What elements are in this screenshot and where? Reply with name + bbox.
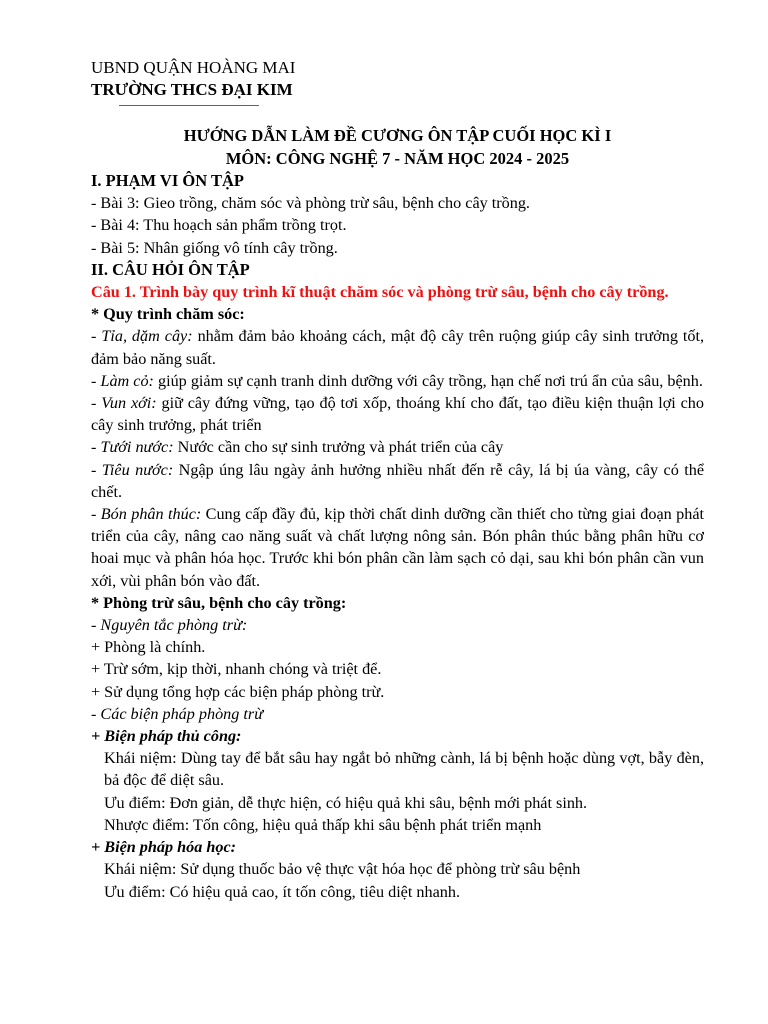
document-title: HƯỚNG DẪN LÀM ĐỀ CƯƠNG ÔN TẬP CUỐI HỌC KÌ I — [183, 126, 612, 145]
care-text: Cung cấp đầy đủ, kịp thời chất dinh dưỡng cần thiết cho từng giai đoạn phát triển của cây, nâng cao năng suất và chất lượng nông sản. Bón phân thúc bằng phân hữu cơ hoai mục và phân hóa học. Trước khi bón phân cần làm sạch cỏ dại, sau khi bón phân cần vun xới, vùi phân bón vào đất. — [91, 505, 705, 590]
principle-item: + Sử dụng tổng hợp các biện pháp phòng trừ. — [91, 682, 385, 701]
care-item: - Tiêu nước: Ngập úng lâu ngày ảnh hưởng nhiều nhất đến rễ cây, lá bị úa vàng, cây có thể chết. — [91, 460, 704, 501]
school-header: TRƯỜNG THCS ĐẠI KIM — [91, 80, 293, 99]
care-text: nhằm đảm bảo khoảng cách, mật độ cây trên ruộng giúp cây sinh trưởng tốt, đảm bảo năng suất. — [91, 327, 705, 368]
manual-concept: Khái niệm: Dùng tay để bắt sâu hay ngắt bỏ những cành, lá bị bệnh hoặc dùng vợt, bẫy đèn, bả độc để diệt sâu. — [104, 749, 704, 790]
district-header: UBND QUẬN HOÀNG MAI — [91, 58, 296, 77]
question-1: Câu 1. Trình bày quy trình kĩ thuật chăm sóc và phòng trừ sâu, bệnh cho cây trồng. — [91, 283, 669, 302]
manual-cons: Nhược điểm: Tốn công, hiệu quả thấp khi sâu bệnh phát triển mạnh — [104, 815, 542, 834]
care-item: - Tỉa, dặm cây: nhằm đảm bảo khoảng cách, mật độ cây trên ruộng giúp cây sinh trưởng tốt, đảm bảo năng suất. — [91, 327, 705, 368]
care-text: Ngập úng lâu ngày ảnh hưởng nhiều nhất đến rễ cây, lá bị úa vàng, cây có thể chết. — [91, 460, 704, 501]
principle-heading: - Nguyên tắc phòng trừ: — [91, 616, 248, 635]
care-text: giữ cây đứng vững, tạo độ tơi xốp, thoáng khí cho đất, tạo điều kiện thuận lợi cho cây sinh trưởng, phát triển — [91, 394, 704, 435]
scope-item: - Bài 3: Gieo trồng, chăm sóc và phòng trừ sâu, bệnh cho cây trồng. — [91, 194, 530, 213]
chemical-method-heading: + Biện pháp hóa học: — [91, 838, 237, 857]
care-term: Bón phân thúc: — [100, 505, 202, 524]
pest-heading: * Phòng trừ sâu, bệnh cho cây trồng: — [91, 593, 347, 612]
document-subtitle: MÔN: CÔNG NGHỆ 7 - NĂM HỌC 2024 - 2025 — [225, 149, 570, 168]
care-item: - Vun xới: giữ cây đứng vững, tạo độ tơi xốp, thoáng khí cho đất, tạo điều kiện thuận lợi cho cây sinh trưởng, phát triển — [91, 394, 704, 435]
care-term: Vun xới: — [101, 394, 157, 413]
header-underline — [119, 105, 259, 106]
chemical-concept: Khái niệm: Sử dụng thuốc bảo vệ thực vật hóa học để phòng trừ sâu bệnh — [104, 860, 581, 879]
care-item: - Bón phân thúc: Cung cấp đầy đủ, kịp thời chất dinh dưỡng cần thiết cho từng giai đoạn phát triển của cây, nâng cao năng suất và chất lượng nông sản. Bón phân thúc bằng phân hữu cơ hoai mục và phân hóa học. Trước khi bón phân cần làm sạch cỏ dại, sau khi bón phân cần vun xới, vùi phân bón vào đất. — [91, 505, 705, 590]
care-term: Làm cỏ: — [100, 371, 154, 390]
methods-heading: - Các biện pháp phòng trừ — [91, 704, 264, 723]
manual-method-heading: + Biện pháp thủ công: — [91, 727, 242, 746]
principle-item: + Phòng là chính. — [91, 638, 206, 657]
chemical-pros: Ưu điểm: Có hiệu quả cao, ít tốn công, tiêu diệt nhanh. — [104, 882, 461, 901]
section2-heading: II. CÂU HỎI ÔN TẬP — [91, 259, 250, 279]
principle-item: + Trừ sớm, kịp thời, nhanh chóng và triệt để. — [91, 660, 382, 679]
care-text: giúp giảm sự cạnh tranh dinh dưỡng với cây trồng, hạn chế nơi trú ẩn của sâu, bệnh. — [153, 371, 703, 390]
section1-heading: I. PHẠM VI ÔN TẬP — [91, 171, 244, 190]
scope-item: - Bài 5: Nhân giống vô tính cây trồng. — [91, 238, 338, 257]
care-heading: * Quy trình chăm sóc: — [91, 305, 245, 324]
care-term: Tiêu nước: — [101, 460, 174, 479]
care-item: - Tưới nước: Nước cần cho sự sinh trưởng và phát triển của cây — [91, 438, 504, 457]
scope-item: - Bài 4: Thu hoạch sản phẩm trồng trọt. — [91, 216, 347, 235]
manual-pros: Ưu điểm: Đơn giản, dễ thực hiện, có hiệu quả khi sâu, bệnh mới phát sinh. — [104, 793, 588, 812]
care-item: - Làm cỏ: giúp giảm sự cạnh tranh dinh dưỡng với cây trồng, hạn chế nơi trú ẩn của sâu, bệnh. — [91, 371, 703, 390]
care-text: Nước cần cho sự sinh trưởng và phát triển của cây — [173, 438, 504, 457]
care-term: Tỉa, dặm cây: — [101, 327, 193, 346]
care-term: Tưới nước: — [100, 438, 174, 457]
